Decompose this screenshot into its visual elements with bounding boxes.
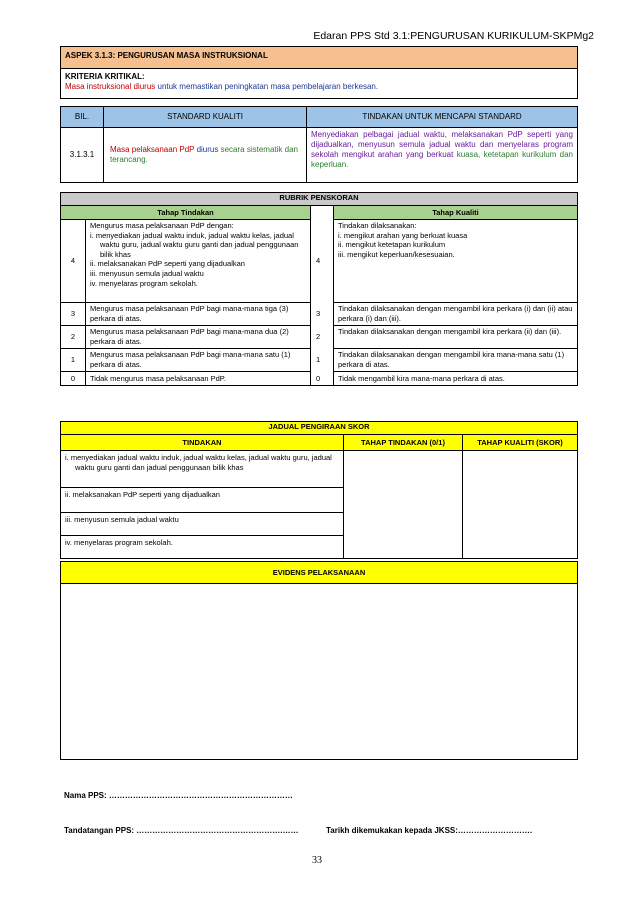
standard-text-red: Masa pelaksanaan PdP	[110, 145, 197, 154]
jadual-col-tahap-tindakan: TAHAP TINDAKAN (0/1)	[344, 435, 463, 451]
rubrik-left: Tidak mengurus masa pelaksanaan PdP.	[86, 372, 311, 386]
kriteria-cell	[61, 69, 578, 99]
rubrik-right	[316, 326, 578, 349]
jadual-row-text	[61, 488, 344, 513]
page-number: 33	[312, 855, 322, 866]
rubrik-score-mid: 0	[316, 374, 321, 383]
jadual-row-item: i. menyediakan jadual waktu induk, jadual waktu kelas, jadual waktu guru, jadual waktu guru ganti dan jadual penggunaan bilik khas	[65, 453, 332, 472]
rubrik-right-item: iii. mengikut keperluan/kesesuaian.	[338, 249, 455, 259]
rubrik-right-item: i. mengikut arahan yang berkuat kuasa	[338, 230, 468, 240]
kriteria-text	[65, 82, 573, 92]
rubrik-title: RUBRIK PENSKORAN	[61, 193, 578, 206]
rubrik-score: 2	[61, 326, 86, 349]
kriteria-text-red: Masa instruksional diurus	[65, 82, 156, 91]
jadual-title: JADUAL PENGIRAAN SKOR	[61, 422, 578, 435]
tindakan-text-purple: Menyediakan pelbagai jadual waktu, melaksanakan PdP seperti yang dijadualkan, menyusun semula jadual waktu dan menyelaras program sekolah mengikut arahan yang berkuat	[311, 130, 573, 159]
jadual-row-text	[61, 536, 344, 559]
rubrik-left: Mengurus masa pelaksanaan PdP bagi mana-mana satu (1) perkara di atas.	[86, 349, 311, 372]
aspek-table	[60, 46, 578, 99]
rubrik-left: Mengurus masa pelaksanaan PdP bagi mana-mana tiga (3) perkara di atas.	[86, 303, 311, 326]
rubrik-right	[316, 372, 578, 386]
rubrik-tahap-tindakan: Tahap Tindakan	[61, 206, 311, 220]
standard-table	[60, 106, 578, 183]
rubrik-score-mid: 3	[316, 309, 321, 318]
rubrik-score: 0	[61, 372, 86, 386]
tandatangan-pps: Tandatangan PPS: ……………………………………………….……	[64, 826, 299, 835]
rubrik-score: 1	[61, 349, 86, 372]
rubrik-left-item: i. menyediakan jadual waktu induk, jadual waktu kelas, jadual waktu guru, jadual waktu guru ganti dan jadual penggunaan bilik khas	[90, 230, 299, 259]
nama-pps: Nama PPS: ……………………………………………………………	[64, 791, 293, 800]
standard-bil: 3.1.3.1	[61, 128, 104, 183]
standard-text-green: secara sistematik dan terancang.	[110, 145, 298, 164]
jadual-col-tindakan: TINDAKAN	[61, 435, 344, 451]
rubrik-right-text: Tindakan dilaksanakan dengan mengambil kira perkara (ii) dan (iii).	[338, 327, 562, 336]
aspek-title: ASPEK 3.1.3: PENGURUSAN MASA INSTRUKSIONAL	[61, 47, 578, 69]
standard-text	[104, 128, 307, 183]
rubrik-score4-right	[316, 220, 578, 303]
rubrik-right-intro: Tindakan dilaksanakan:	[338, 221, 417, 230]
rubrik-score: 3	[61, 303, 86, 326]
header-standard: STANDARD KUALITI	[104, 107, 307, 128]
rubrik-left-intro: Mengurus masa pelaksanaan PdP dengan:	[90, 221, 234, 230]
rubrik-score-mid: 4	[316, 256, 321, 265]
header-bil: BIL.	[61, 107, 104, 128]
evidens-table	[60, 561, 578, 760]
jadual-row-text	[61, 513, 344, 536]
jadual-tahap-tindakan-cell[interactable]	[344, 451, 463, 559]
jadual-row-text	[61, 451, 344, 488]
jadual-row-item: ii. melaksanakan PdP seperti yang dijadualkan	[65, 490, 220, 499]
rubrik-left-item: iii. menyusun semula jadual waktu	[90, 268, 204, 278]
rubrik-left: Mengurus masa pelaksanaan PdP bagi mana-mana dua (2) perkara di atas.	[86, 326, 311, 349]
rubrik-score: 4	[61, 220, 86, 303]
jadual-row-item: iv. menyelaras program sekolah.	[65, 538, 173, 547]
evidens-content[interactable]	[61, 584, 578, 760]
rubrik-score-mid: 2	[316, 332, 321, 341]
rubrik-score-mid: 1	[316, 355, 321, 364]
rubrik-left-item: ii. melaksanakan PdP seperti yang dijadualkan	[90, 259, 245, 269]
rubrik-right	[316, 303, 578, 326]
evidens-title: EVIDENS PELAKSANAAN	[61, 562, 578, 584]
tindakan-text-green: kuasa, ketetapan kurikulum dan keperluan.	[311, 150, 573, 169]
tarikh-dikemukakan: Tarikh dikemukakan kepada JKSS:……………………….	[326, 826, 533, 835]
kriteria-text-blue: untuk memastikan peningkatan masa pembelajaran berkesan.	[155, 82, 379, 91]
rubrik-right-text: Tindakan dilaksanakan dengan mengambil kira perkara (i) dan (ii) atau perkara (i) dan (iii).	[338, 304, 573, 323]
rubrik-score4-left	[86, 220, 311, 303]
tindakan-text	[307, 128, 578, 183]
running-header: Edaran PPS Std 3.1:PENGURUSAN KURIKULUM-SKPMg2	[313, 30, 594, 42]
jadual-row-item: iii. menyusun semula jadual waktu	[65, 515, 179, 524]
rubrik-table	[60, 192, 578, 386]
rubrik-left-item: iv. menyelaras program sekolah.	[90, 278, 198, 288]
standard-text-blue: diurus	[196, 145, 219, 154]
rubrik-right-text: Tindakan dilaksanakan dengan mengambil kira mana-mana satu (1) perkara di atas.	[338, 350, 565, 369]
jadual-tahap-kualiti-cell[interactable]	[463, 451, 578, 559]
rubrik-right-text: Tidak mengambil kira mana-mana perkara di atas.	[338, 373, 505, 383]
jadual-table	[60, 421, 578, 559]
rubrik-tahap-kualiti: Tahap Kualiti	[334, 206, 578, 220]
header-tindakan: TINDAKAN UNTUK MENCAPAI STANDARD	[307, 107, 578, 128]
rubrik-right	[316, 349, 578, 372]
jadual-col-tahap-kualiti: TAHAP KUALITI (SKOR)	[463, 435, 578, 451]
kriteria-label: KRITERIA KRITIKAL:	[65, 72, 145, 81]
rubrik-right-item: ii. mengikut ketetapan kurikulum	[338, 240, 446, 250]
rubrik-spacer	[311, 206, 334, 386]
